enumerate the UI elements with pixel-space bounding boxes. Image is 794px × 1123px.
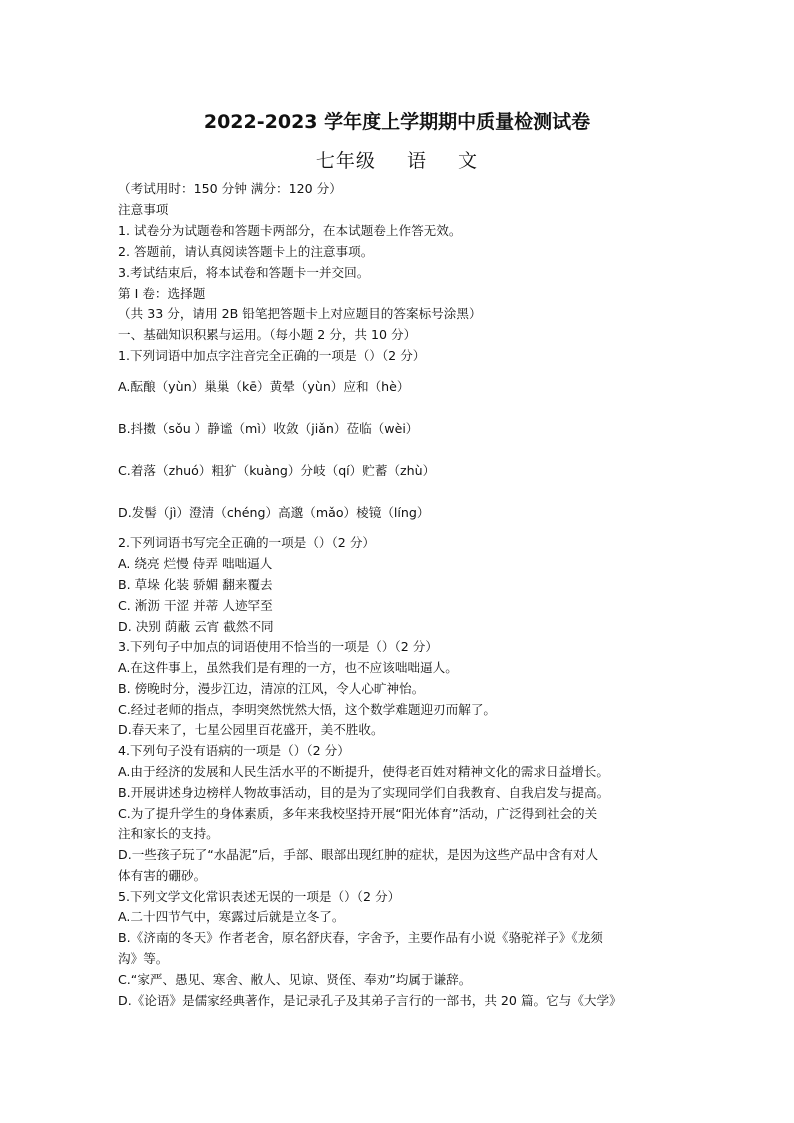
question-option: B. 草垛 化装 骄媚 翻来覆去: [118, 577, 273, 592]
section-heading: 一、基础知识积累与运用。（每小题 2 分，共 10 分）: [118, 327, 417, 342]
question-option: B.抖擞（sǒu ）静谧（mì）收敛（jiǎn）莅临（wèi）: [118, 421, 419, 436]
note-item: 2. 答题前，请认真阅读答题卡上的注意事项。: [118, 244, 374, 259]
notes-heading: 注意事项: [118, 202, 169, 217]
question-option: C.经过老师的指点，李明突然恍然大悟，这个数学难题迎刃而解了。: [118, 702, 497, 717]
note-item: 3.考试结束后，将本试卷和答题卡一并交回。: [118, 265, 370, 280]
question-option: B. 傍晚时分，漫步江边，清凉的江风，令人心旷神怡。: [118, 681, 425, 696]
part1-heading: 第 I 卷：选择题: [118, 286, 206, 301]
question-option: B.《济南的冬天》作者老舍，原名舒庆春，字舍予，主要作品有小说《骆驼祥子》《龙须: [118, 930, 603, 945]
grade-label: 七年级: [315, 150, 376, 172]
question-option: A.由于经济的发展和人民生活水平的不断提升，使得老百姓对精神文化的需求日益增长。: [118, 764, 609, 779]
question-option: C.为了提升学生的身体素质，多年来我校坚持开展“阳光体育”活动，广泛得到社会的关: [118, 806, 598, 821]
question-option: D.《论语》是儒家经典著作，是记录孔子及其弟子言行的一部书，共 20 篇。它与《大学》: [118, 993, 622, 1008]
part1-instruction: （共 33 分，请用 2B 铅笔把答题卡上对应题目的答案标号涂黑）: [118, 306, 482, 321]
exam-info: （考试用时：150 分钟 满分：120 分）: [118, 181, 342, 196]
question-stem: 3.下列句子中加点的词语使用不恰当的一项是（）（2 分）: [118, 639, 438, 654]
question-option: C.着落（zhuó）粗犷（kuàng）分岐（qí）贮蓄（zhù）: [118, 463, 436, 478]
subject-char-1: 语: [406, 150, 427, 172]
question-option-cont: 注和家长的支持。: [118, 826, 219, 841]
grade-subject: [0, 146, 794, 173]
question-stem: 1.下列词语中加点字注音完全正确的一项是（）（2 分）: [118, 348, 426, 363]
question-option: A. 绕亮 烂慢 侍弄 咄咄逼人: [118, 556, 273, 571]
question-option-cont: 沟》等。: [118, 951, 169, 966]
question-option: D.发髻（jì）澄清（chéng）高邈（mǎo）棱镜（líng）: [118, 505, 430, 520]
question-option: A.在这件事上，虽然我们是有理的一方，也不应该咄咄逼人。: [118, 660, 458, 675]
question-stem: 5.下列文学文化常识表述无误的一项是（）（2 分）: [118, 889, 401, 904]
question-option: D.春天来了，七星公园里百花盛开，美不胜收。: [118, 722, 384, 737]
question-stem: 4.下列句子没有语病的一项是（）（2 分）: [118, 743, 350, 758]
question-stem: 2.下列词语书写完全正确的一项是（）（2 分）: [118, 535, 376, 550]
subject-char-2: 文: [458, 150, 479, 172]
question-option: B.开展讲述身边榜样人物故事活动，目的是为了实现同学们自我教育、自我启发与提高。: [118, 785, 610, 800]
question-option: C. 淅沥 干涩 并蒂 人迹罕至: [118, 598, 273, 613]
question-option-cont: 体有害的硼砂。: [118, 868, 207, 883]
question-option: A.酝酿（yùn）巢巢（kē）黄晕（yùn）应和（hè）: [118, 379, 410, 394]
exam-title: 2022-2023 学年度上学期期中质量检测试卷: [203, 111, 591, 133]
question-option: D.一些孩子玩了“水晶泥”后，手部、眼部出现红肿的症状，是因为这些产品中含有对人: [118, 847, 599, 862]
question-option: A.二十四节气中，寒露过后就是立冬了。: [118, 909, 345, 924]
note-item: 1. 试卷分为试题卷和答题卡两部分，在本试题卷上作答无效。: [118, 223, 462, 238]
question-option: D. 决别 荫蔽 云宵 截然不同: [118, 619, 274, 634]
question-option: C.“家严、愚见、寒舍、敝人、见谅、贤侄、奉劝”均属于谦辞。: [118, 972, 472, 987]
